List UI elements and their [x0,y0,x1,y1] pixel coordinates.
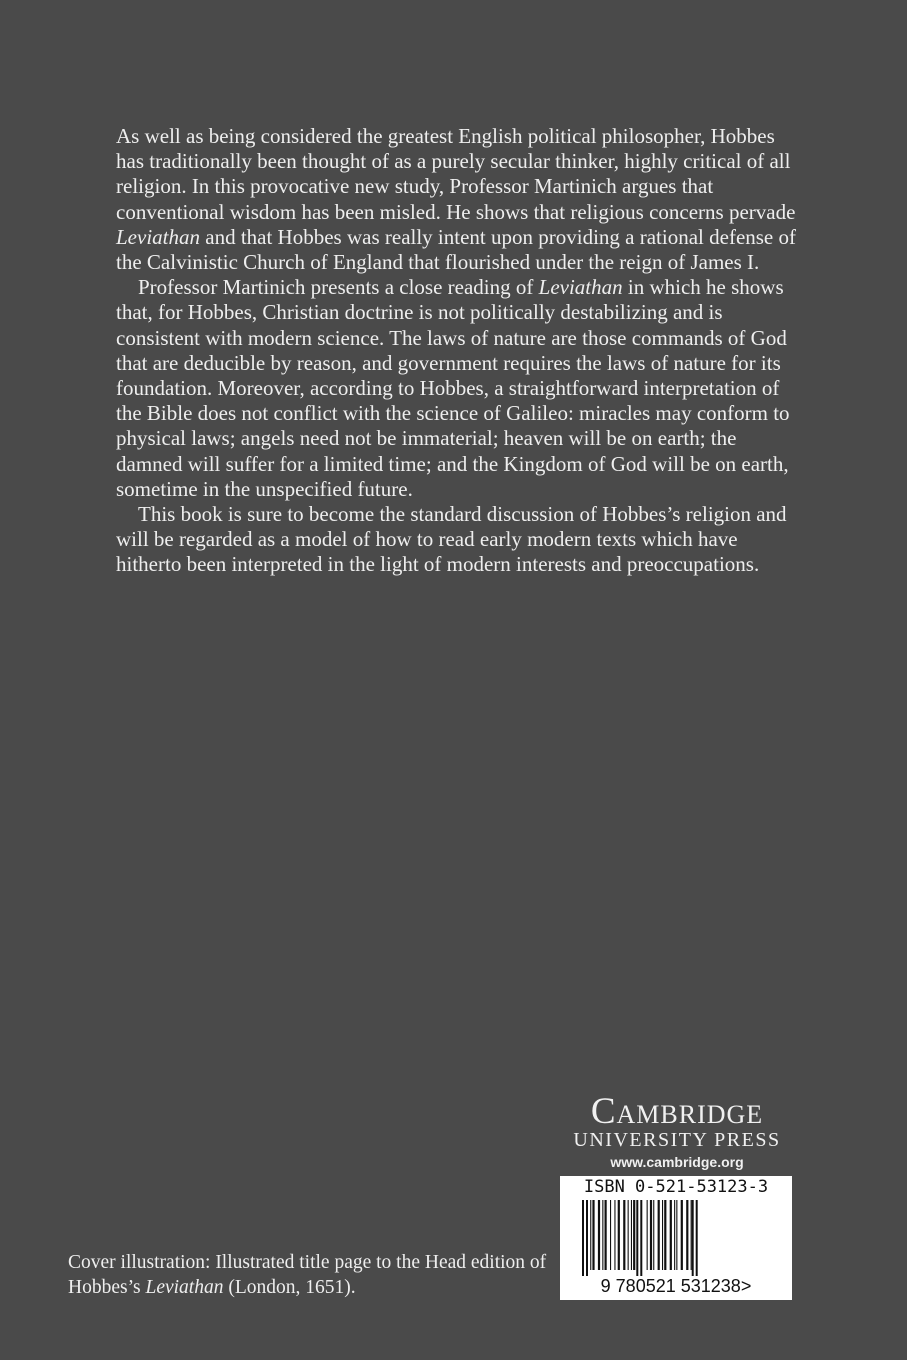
barcode-bar [658,1200,660,1270]
barcode-bar [674,1200,675,1270]
text-run: in which he shows that, for Hobbes, Christian doctrine is not politically destabilizing and is consistent with modern science. The laws of nature are those commands of God that are deducible by reason, and government requires the laws of nature for its foundation. Moreover, according to Hobbes, a straightforward interpretation of the Bible does not conflict with the science of Galileo: miracles may conform to physical laws; angels need not be immaterial; heaven will be on earth; the damned will suffer for a limited time; and the Kingdom of God will be on earth, sometime in the unspecified future. [116,275,790,501]
text-run: As well as being considered the greatest English political philosopher, Hobbes has traditionally been thought of as a purely secular thinker, highly critical of all religion. In this provocative new study, Professor Martinich argues that conventional wisdom has been misled. He shows that religious concerns pervade [116,124,796,224]
barcode-guard-bar [640,1200,642,1276]
barcode-bar [653,1200,654,1270]
barcode-bar [598,1200,600,1270]
barcode-bar [628,1200,629,1270]
barcode-bar [602,1200,603,1270]
barcode-bar [592,1200,594,1270]
barcode-bar [614,1200,615,1270]
isbn-label: ISBN 0-521-53123-3 [583,1177,769,1197]
barcode-bar [664,1200,666,1270]
barcode-digits: 9 780521 531238 [600,1276,741,1296]
barcode-bars [576,1200,776,1276]
barcode-bar [650,1200,652,1270]
barcode-bar [670,1200,672,1270]
barcode-quiet-mark: > [740,1276,752,1296]
barcode-bar [618,1200,620,1270]
barcode-bar [691,1200,692,1270]
barcode-bar [676,1200,677,1270]
barcode-bar [681,1200,683,1270]
publisher-press: UNIVERSITY PRESS [573,1129,781,1151]
barcode-guard-bar [582,1200,584,1276]
cover-illustration-credit [68,1250,548,1300]
italic-title-text: Leviathan [538,275,623,300]
text-run: Professor Martinich presents a close reading of [138,275,539,300]
barcode-bar [647,1200,648,1270]
barcode-bar [605,1200,607,1270]
barcode-number [560,1275,792,1297]
barcode-bar [686,1200,688,1270]
barcode-bar [610,1200,611,1270]
barcode-guard-bar [586,1200,588,1276]
back-cover-blurb [116,124,796,578]
publisher-logo [562,1092,792,1172]
blurb-paragraph [116,502,796,578]
isbn-barcode [560,1176,792,1300]
barcode-guard-bar [636,1200,638,1276]
barcode-bar [590,1200,591,1270]
barcode-guard-bar [696,1200,698,1276]
publisher-website: www.cambridge.org [610,1154,744,1170]
barcode-bar [662,1200,663,1270]
barcode-bar [631,1200,632,1270]
barcode-bar [633,1200,635,1270]
text-run: (London, 1651). [223,1277,356,1298]
barcode-bar [623,1200,625,1270]
barcode-guard-bar [692,1200,694,1276]
text-run: This book is sure to become the standard discussion of Hobbes’s religion and will be regarded as a model of how to read early modern texts which have hitherto been interpreted in the light of modern interests and preoccupations. [116,502,787,577]
blurb-paragraph [116,275,796,502]
publisher-name: Cambridge [590,1091,764,1132]
italic-title-text: Leviathan [145,1277,224,1298]
text-run: Cover illustration: Illustrated title page to the Head edition of Hobbes’s [68,1252,547,1298]
italic-title-text: Leviathan [116,224,200,249]
blurb-paragraph [116,124,796,275]
text-run: and that Hobbes was really intent upon providing a rational defense of the Calvinistic Church of England that flourished under the reign of James I. [116,224,796,275]
